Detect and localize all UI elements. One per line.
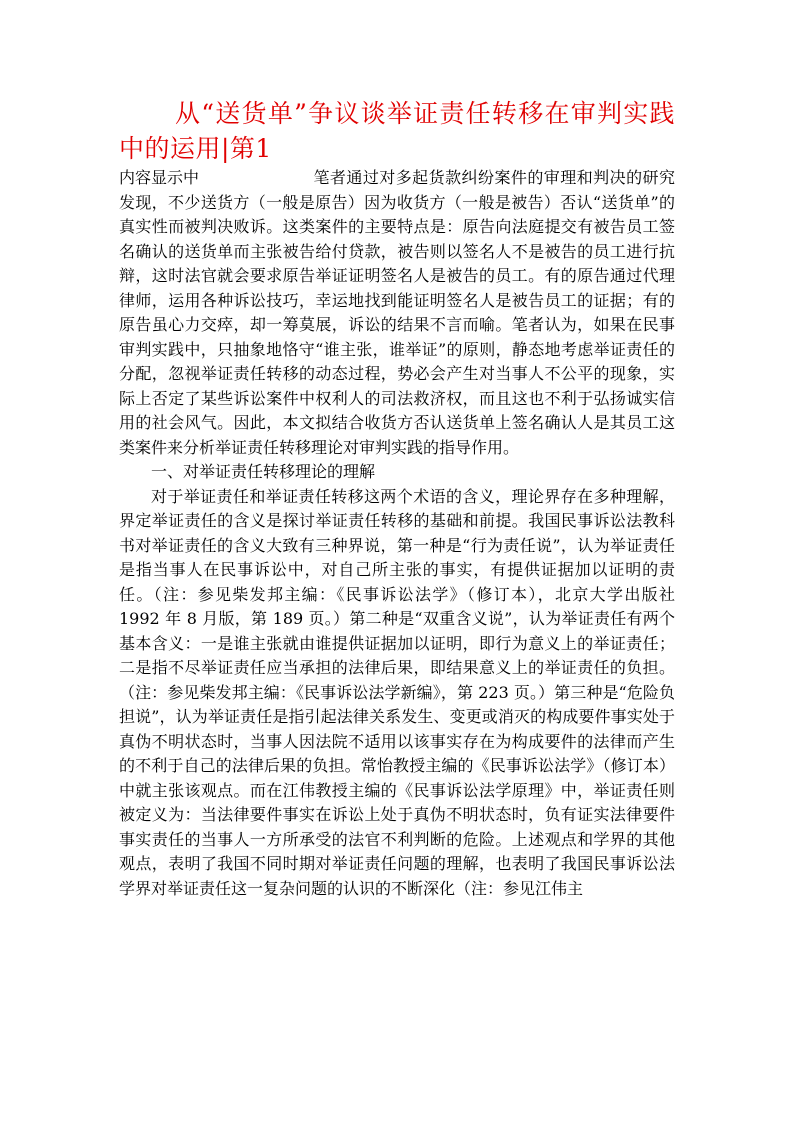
document-title: 从“送货单”争议谈举证责任转移在审判实践中的运用|第1 [119,99,675,163]
intro-block [119,166,675,460]
body-paragraph: 对于举证责任和举证责任转移这两个术语的含义，理论界存在多种理解，界定举证责任的含义是探讨举证责任转移的基础和前提。我国民事诉讼法教科书对举证责任的含义大致有三种界说，第一种是“行为责任说”，认为举证责任是指当事人在民事诉讼中，对自己所主张的事实，有提供证据加以证明的责任。（注：参见柴发邦主编：《民事诉讼法学》（修订本），北京大学出版社 1992 年 8 月版，第 189 页。）第二种是“双重含义说”，认为举证责任有两个基本含义：一是谁主张就由谁提供证据加以证明，即行为意义上的举证责任；二是指不尽举证责任应当承担的法律后果，即结果意义上的举证责任的负担。（注：参见柴发邦主编：《民事诉讼法学新编》，第 223 页。）第三种是“危险负担说”，认为举证责任是指引起法律关系发生、变更或消灭的构成要件事实处于真伪不明状态时，当事人因法院不适用以该事实存在为构成要件的法律而产生的不利于自己的法律后果的负担。常怡教授主编的《民事诉讼法学》（修订本）中就主张该观点。而在江伟教授主编的《民事诉讼法学原理》中，举证责任则被定义为：当法律要件事实在诉讼上处于真伪不明状态时，负有证实法律要件事实责任的当事人一方所承受的法官不利判断的危险。上述观点和学界的其他观点，表明了我国不同时期对举证责任问题的理解，也表明了我国民事诉讼法学界对举证责任这一复杂问题的认识的不断深化（注：参见江伟主 [119,486,675,898]
document-content [119,96,675,901]
section-heading: 一、对举证责任转移理论的理解 [151,462,376,481]
content-display-label: 内容显示中 [119,168,200,187]
intro-paragraph: 笔者通过对多起货款纠纷案件的审理和判决的研究发现，不少送货方（一般是原告）因为收货方（一般是被告）否认“送货单”的真实性而被判决败诉。这类案件的主要特点是：原告向法庭提交有被告员工签名确认的送货单而主张被告给付贷款，被告则以签名人不是被告的员工进行抗辩，这时法官就会要求原告举证证明签名人是被告的员工。有的原告通过代理律师，运用各种诉讼技巧，幸运地找到能证明签名人是被告员工的证据；有的原告虽心力交瘁，却一筹莫展，诉讼的结果不言而喻。笔者认为，如果在民事审判实践中，只抽象地恪守“谁主张，谁举证”的原则，静态地考虑举证责任的分配，忽视举证责任转移的动态过程，势必会产生对当事人不公平的现象，实际上否定了某些诉讼案件中权利人的司法救济权，而且这也不利于弘扬诚实信用的社会风气。因此，本文拟结合收货方否认送货单上签名确认人是其员工这类案件来分析举证责任转移理论对审判实践的指导作用。 [119,168,675,457]
